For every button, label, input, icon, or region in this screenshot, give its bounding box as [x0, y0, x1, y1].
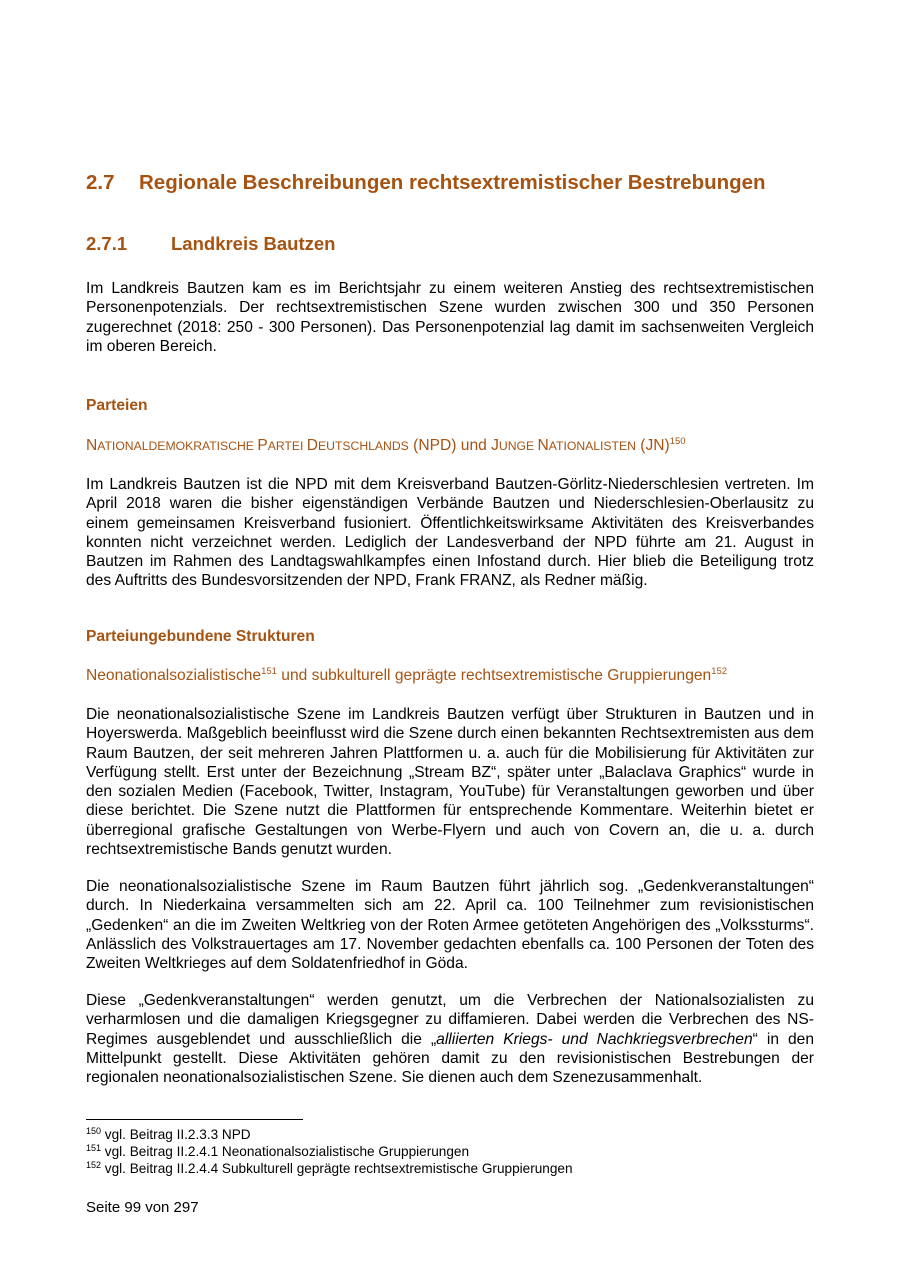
section-number: 2.7	[86, 171, 115, 194]
sc-cap: J	[491, 437, 499, 454]
footnote-text: vgl. Beitrag II.2.3.3 NPD	[101, 1127, 251, 1142]
parteien-subheading	[86, 437, 686, 455]
intro-paragraph: Im Landkreis Bautzen kam es im Berichtsjahr zu einem weiteren Anstieg des rechtsextremistischen Personenpotenzials. Der rechtsextremistischen Szene wurden zwischen 300 und 350 Personen zugerechnet (2018: 250 - 300 Personen). Das Personenpotenzial lag damit im sachsenweiten Vergleich im oberen Bereich.	[86, 280, 814, 355]
para-text: “ in den Mittelpunkt gestellt. Diese Aktivitäten gehören damit zu den revisionistischen Bestrebungen der regionalen neonationalsozialistischen Szene. Sie dienen auch dem Szenezusammenhalt.	[86, 1030, 815, 1087]
para-text: Diese „Gedenkveranstaltungen“ werden genutzt, um die Verbrechen der Nationalsozialisten zu verharmlosen und die damaligen Kriegsgegner zu diffamieren. Dabei werden die Verbrechen des NS-Regimes ausgeblendet und ausschließlich die „	[86, 992, 814, 1048]
page-number: Seite 99 von 297	[86, 1199, 199, 1216]
footnote-ref: 151	[261, 666, 277, 677]
sc-rest: ATIONALISTEN	[548, 439, 636, 453]
section-title: Regionale Beschreibungen rechtsextremistischer Bestrebungen	[139, 171, 766, 194]
sc-rest: EUTSCHLANDS	[318, 439, 409, 453]
strukturen-paragraph-1: Die neonationalsozialistische Szene im Landkreis Bautzen verfügt über Strukturen in Bautzen und in Hoyerswerda. Maßgeblich beeinflusst wird die Szene durch einen bekannten Rechtsextremisten aus dem Raum Bautzen, der seit mehreren Jahren Plattformen u. a. auch für die Mobilisierung für Aktivitäten zur Verfügung stellt. Erst unter der Bezeichnung „Stream BZ“, später unter „Balaclava Graphics“ wurde in den sozialen Medien (Facebook, Twitter, Instagram, YouTube) für Veranstaltungen geworben und über diese berichtet. Die Szene nutzt die Plattformen für entsprechende Kommentare. Weiterhin bietet er überregional grafische Gestaltungen von Werbe-Flyern und auch von Covern an, die u. a. durch rechtsextremistische Bands genutzt wurden.	[86, 706, 814, 859]
footnote-number: 151	[86, 1143, 102, 1153]
strukturen-subheading	[86, 667, 727, 685]
section-heading	[86, 171, 766, 195]
sub-text: Neonationalsozialistische	[86, 667, 262, 684]
sc-cap: P	[257, 437, 268, 454]
sub-text: und subkulturell geprägte rechtsextremistische Gruppierungen	[276, 667, 712, 684]
para-italic: alliierten Kriegs- und Nachkriegsverbrechen	[436, 1030, 753, 1048]
sub-text: (NPD) und	[408, 437, 492, 454]
sc-cap: D	[306, 437, 319, 454]
parteien-heading: Parteien	[86, 397, 148, 414]
footnote-number: 150	[86, 1126, 102, 1136]
subsection-number: 2.7.1	[86, 233, 128, 254]
footnote	[86, 1126, 251, 1143]
footnote-text: vgl. Beitrag II.2.4.1 Neonationalsozialistische Gruppierungen	[101, 1144, 470, 1159]
footnote-number: 152	[86, 1160, 102, 1170]
strukturen-paragraph-3	[86, 991, 814, 1087]
sc-cap: N	[537, 437, 549, 454]
strukturen-paragraph-2: Die neonationalsozialistische Szene im Raum Bautzen führt jährlich sog. „Gedenkveranstaltungen“ durch. In Niederkaina versammelten sich am 22. April ca. 100 Teilnehmer zum revisionistischen „Gedenken“ an die im Zweiten Weltkrieg von der Roten Armee getöteten Angehörigen des „Volkssturms“. Anlässlich des Volkstrauertages am 17. November gedachten ebenfalls ca. 100 Personen der Toten des Zweiten Weltkrieges auf dem Soldatenfriedhof in Göda.	[86, 878, 814, 973]
sc-rest: ATIONALDEMOKRATISCHE	[97, 439, 258, 453]
subsection-title: Landkreis Bautzen	[171, 233, 336, 254]
subsection-heading	[86, 233, 336, 255]
sc-cap: N	[86, 437, 98, 454]
footnote-ref: 152	[711, 666, 728, 677]
sc-rest: UNGE	[498, 439, 538, 453]
sc-rest: ARTEI	[267, 439, 307, 453]
footnote	[86, 1143, 469, 1160]
footnote-divider	[86, 1119, 303, 1120]
strukturen-heading: Parteiungebundene Strukturen	[86, 628, 315, 645]
footnote-text: vgl. Beitrag II.2.4.4 Subkulturell geprägte rechtsextremistische Gruppierungen	[101, 1161, 573, 1176]
footnote	[86, 1160, 573, 1177]
sub-text: (JN)	[635, 437, 670, 454]
parteien-paragraph: Im Landkreis Bautzen ist die NPD mit dem Kreisverband Bautzen-Görlitz-Niederschlesien vertreten. Im April 2018 waren die bisher eigenständigen Verbände Bautzen und Niederschlesien-Oberlausitz zu einem gemeinsamen Kreisverband fusioniert. Öffentlichkeitswirksame Aktivitäten des Kreisverbandes konnten nicht verzeichnet werden. Lediglich der Landesverband der NPD führte am 21. August in Bautzen im Rahmen des Landtagswahlkampfes einen Infostand durch. Hier blieb die Beteiligung trotz des Auftritts des Bundesvorsitzenden der NPD, Frank FRANZ, als Redner mäßig.	[86, 476, 814, 590]
footnote-ref: 150	[669, 436, 686, 447]
